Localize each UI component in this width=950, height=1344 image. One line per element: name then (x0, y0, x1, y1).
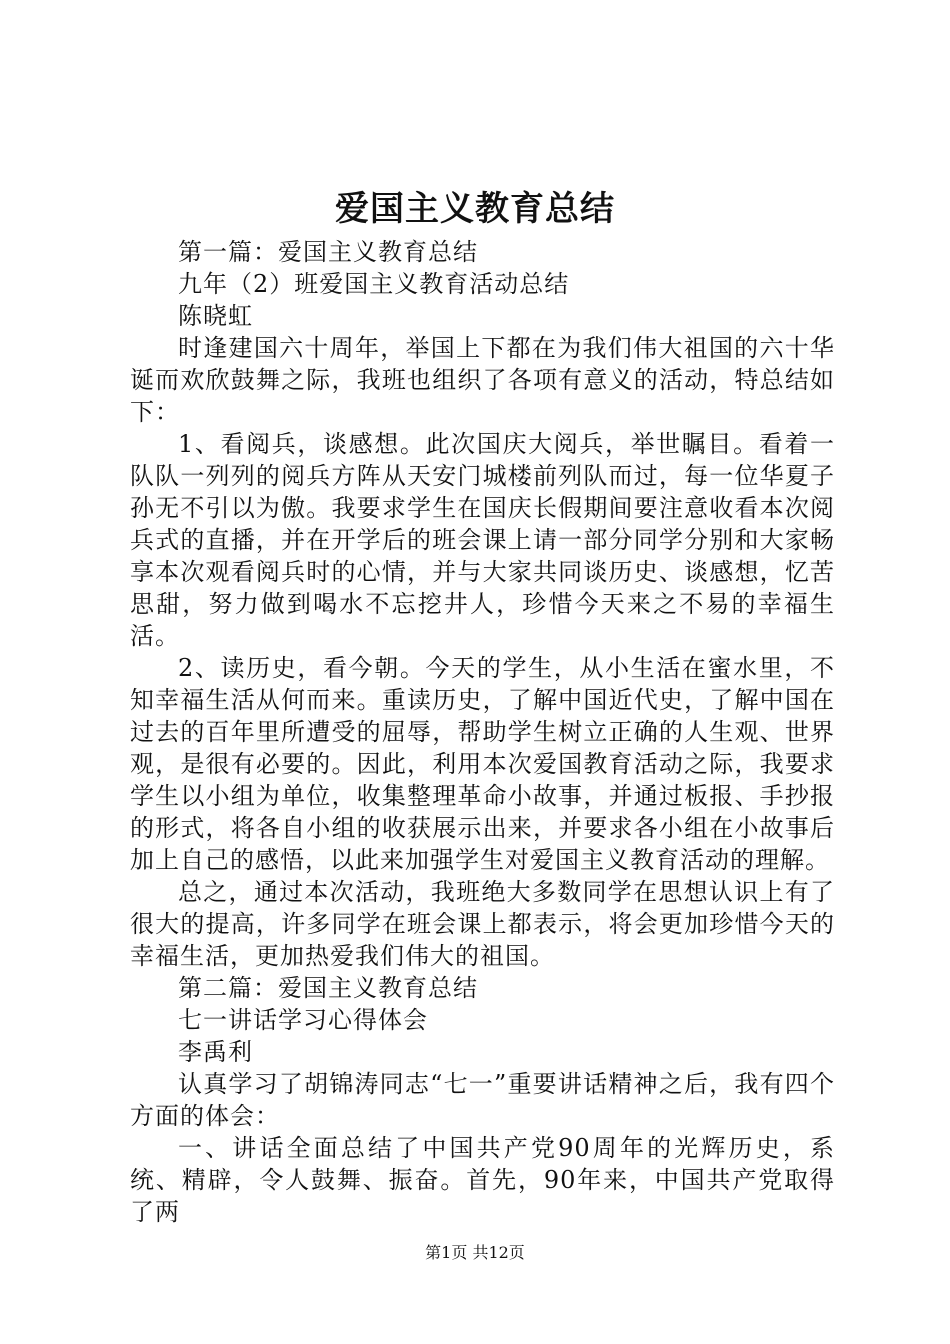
paragraph: 认真学习了胡锦涛同志“七一”重要讲话精神之后，我有四个方面的体会： (130, 1070, 835, 1130)
page-number: 第1页 共12页 (425, 1243, 525, 1262)
author-1: 陈晓虹 (178, 302, 253, 330)
paragraph: 2、读历史，看今朝。今天的学生，从小生活在蜜水里，不知幸福生活从何而来。重读历史，了解中国近代史，了解中国在过去的百年里所遭受的屈辱，帮助学生树立正确的人生观、世界观，是很有必要的。因此，利用本次爱国教育活动之际，我要求学生以小组为单位，收集整理革命小故事，并通过板报、手抄报的形式，将各自小组的收获展示出来，并要求各小组在小故事后加上自己的感悟，以此来加强学生对爱国主义教育活动的理解。 (130, 654, 835, 874)
article-title-2: 七一讲话学习心得体会 (178, 1006, 428, 1034)
document-title: 爱国主义教育总结 (335, 189, 615, 229)
section-heading-1: 第一篇：爱国主义教育总结 (178, 238, 478, 266)
paragraph: 1、看阅兵，谈感想。此次国庆大阅兵，举世瞩目。看着一队队一列列的阅兵方阵从天安门城楼前列队而过，每一位华夏子孙无不引以为傲。我要求学生在国庆长假期间要注意收看本次阅兵式的直播，并在开学后的班会课上请一部分同学分别和大家畅享本次观看阅兵时的心情，并与大家共同谈历史、谈感想，忆苦思甜，努力做到喝水不忘挖井人，珍惜今天来之不易的幸福生活。 (130, 430, 835, 650)
author-2: 李禹利 (178, 1038, 253, 1066)
paragraph: 一、讲话全面总结了中国共产党90周年的光辉历史，系统、精辟，令人鼓舞、振奋。首先，90年来，中国共产党取得了两 (130, 1134, 835, 1226)
paragraph: 时逢建国六十周年，举国上下都在为我们伟大祖国的六十华诞而欢欣鼓舞之际，我班也组织了各项有意义的活动，特总结如下： (130, 334, 835, 426)
section-heading-2: 第二篇：爱国主义教育总结 (178, 974, 478, 1002)
article-title-1: 九年（2）班爱国主义教育活动总结 (178, 270, 570, 298)
paragraph: 总之，通过本次活动，我班绝大多数同学在思想认识上有了很大的提高，许多同学在班会课上都表示，将会更加珍惜今天的幸福生活，更加热爱我们伟大的祖国。 (130, 878, 835, 970)
document-body (130, 236, 835, 1228)
